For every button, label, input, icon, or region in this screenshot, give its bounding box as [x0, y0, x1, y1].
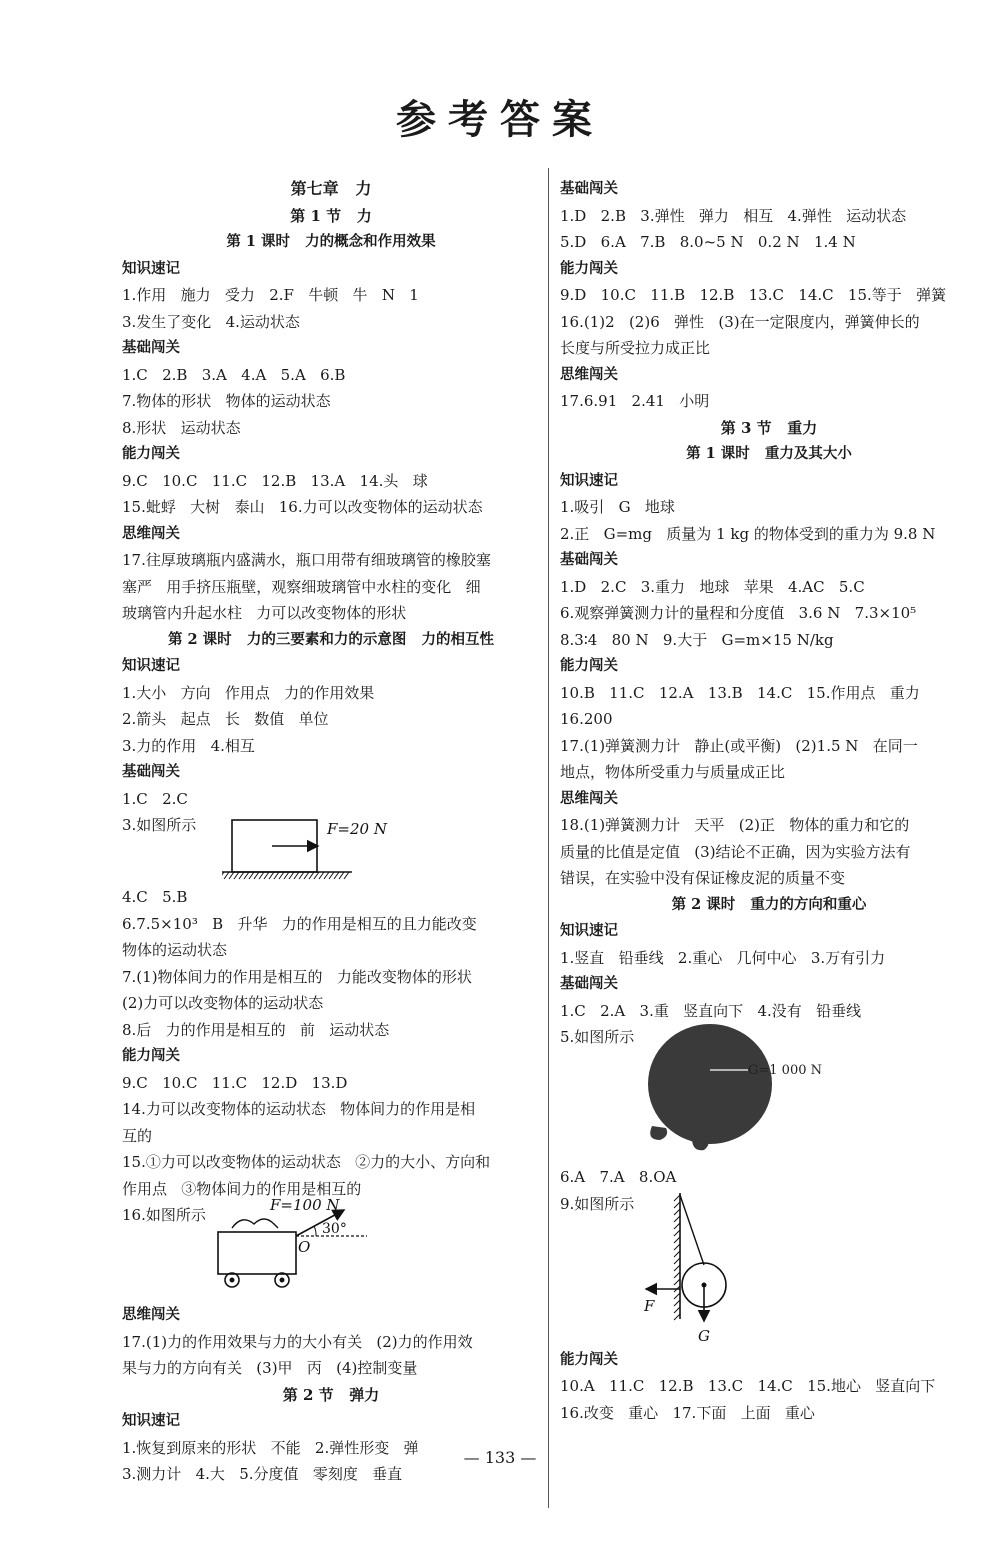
ground-hatch: [304, 872, 309, 879]
ground-hatch: [274, 872, 279, 879]
wall-hatch: [674, 1237, 680, 1243]
answer-line: 4.C 5.B: [122, 888, 188, 906]
ground-hatch: [259, 872, 264, 879]
wall-hatch: [674, 1258, 680, 1264]
answer-line: 1.D 2.B 3.弹性 弹力 相互 4.弹性 运动状态: [560, 206, 907, 225]
ground-hatch: [269, 872, 274, 879]
heading-title: 基础闯关: [560, 975, 618, 992]
lesson-title: 第 1 课时 力的概念和作用效果: [226, 233, 436, 250]
section-title: 第 1 节 力: [290, 206, 372, 225]
heading-title: 思维闯关: [560, 789, 618, 807]
answer-line: 7.(1)物体间力的作用是相互的 力能改变物体的形状: [122, 967, 472, 986]
answer-line: 5.D 6.A 7.B 8.0~5 N 0.2 N 1.4 N: [560, 233, 856, 251]
ground-hatch: [239, 872, 244, 879]
lesson-title: 第 1 课时 重力及其大小: [686, 445, 852, 462]
answer-line: 9.C 10.C 11.C 12.B 13.A 14.头 球: [122, 471, 428, 490]
angle-label: 30°: [322, 1221, 347, 1237]
ground-hatch: [244, 872, 249, 879]
ground-hatch: [309, 872, 314, 879]
figure-caption: 16.如图所示: [122, 1206, 206, 1224]
heading-title: 基础闯关: [122, 339, 180, 356]
ground-hatch: [249, 872, 254, 879]
ground-hatch: [279, 872, 284, 879]
answer-line: 9.D 10.C 11.B 12.B 13.C 14.C 15.等于 弹簧: [560, 286, 947, 304]
heading-title: 知识速记: [122, 1412, 180, 1429]
answer-line: 17.(1)力的作用效果与力的大小有关 (2)力的作用效: [122, 1332, 473, 1351]
figure-cart-force-diagram: [122, 1196, 540, 1302]
answer-line: 长度与所受拉力成正比: [560, 339, 711, 357]
ground-hatch: [284, 872, 289, 879]
figure-block-force-diagram: [122, 812, 540, 884]
wall-hatch: [674, 1223, 680, 1229]
heading-title: 知识速记: [122, 657, 180, 674]
lesson-title: 第 2 课时 重力的方向和重心: [671, 895, 867, 913]
ground-hatch: [264, 872, 269, 879]
answer-line: 8.后 力的作用是相互的 前 运动状态: [122, 1020, 390, 1039]
answer-line: 质量的比值是定值 (3)结论不正确，因为实验方法有: [560, 842, 911, 861]
ground-hatch: [294, 872, 299, 879]
heading-title: 知识速记: [560, 471, 618, 489]
answer-line: 作用点 ③物体间力的作用是相互的: [122, 1179, 362, 1198]
page-number: — 133 —: [463, 1448, 537, 1467]
answer-line: 3.测力计 4.大 5.分度值 零刻度 垂直: [122, 1465, 403, 1483]
ground-hatch: [324, 872, 329, 879]
answer-line: 玻璃管内升起水柱 力可以改变物体的形状: [122, 604, 407, 622]
answer-line: 3.发生了变化 4.运动状态: [122, 312, 300, 331]
heading-title: 能力闯关: [560, 657, 618, 674]
answer-line: (2)力可以改变物体的运动状态: [122, 994, 324, 1012]
answer-line: 果与力的方向有关 (3)甲 丙 (4)控制变量: [122, 1359, 418, 1377]
cart-load: [232, 1219, 278, 1228]
heading-title: 能力闯关: [122, 445, 180, 462]
force-label: F=20 N: [327, 820, 387, 838]
wall-hatch: [674, 1230, 680, 1236]
ground-hatch: [254, 872, 259, 879]
section-title: 第 2 节 弹力: [282, 1385, 380, 1404]
ground-hatch: [299, 872, 304, 879]
heading-title: 基础闯关: [560, 180, 618, 197]
ball-leg: [692, 1136, 709, 1150]
answer-line: 1.D 2.C 3.重力 地球 苹果 4.AC 5.C: [560, 577, 865, 596]
answer-line: 6.A 7.A 8.OA: [560, 1168, 677, 1186]
heading-title: 思维闯关: [122, 1306, 180, 1323]
answer-line: 互的: [122, 1126, 153, 1145]
wall-hatch: [674, 1251, 680, 1257]
cart-body: [218, 1232, 296, 1274]
force-label: F=100 N: [270, 1196, 340, 1214]
answer-line: 9.C 10.C 11.C 12.D 13.D: [122, 1073, 348, 1092]
wall-hatch: [674, 1272, 680, 1278]
answer-line: 17.6.91 2.41 小明: [560, 392, 710, 410]
ball-leg: [650, 1126, 667, 1140]
answer-line: 错误，在实验中没有保证橡皮泥的质量不变: [560, 869, 846, 887]
lesson-title: 第 2 课时 力的三要素和力的示意图 力的相互性: [168, 630, 494, 648]
answer-line: 18.(1)弹簧测力计 天平 (2)正 物体的重力和它的: [560, 816, 910, 834]
answer-line: 6.观察弹簧测力计的量程和分度值 3.6 N 7.3×10⁵: [560, 604, 917, 622]
ground-hatch: [329, 872, 334, 879]
answer-line: 1.恢复到原来的形状 不能 2.弹性形变 弹: [122, 1438, 419, 1457]
answer-line: 14.力可以改变物体的运动状态 物体间力的作用是相: [122, 1100, 476, 1118]
wall-hatch: [674, 1300, 680, 1306]
figure-wall-ball-diagram: [560, 1191, 978, 1347]
wall-hatch: [674, 1202, 680, 1208]
wall-hatch: [674, 1279, 680, 1285]
answer-line: 1.C 2.B 3.A 4.A 5.A 6.B: [122, 365, 346, 384]
ground-hatch: [224, 872, 229, 879]
wall-hatch: [674, 1216, 680, 1222]
wall-hatch: [674, 1195, 680, 1201]
ground-hatch: [334, 872, 339, 879]
ground-hatch: [234, 872, 239, 879]
wall-hatch: [674, 1314, 680, 1320]
answer-line: 2.正 G=mg 质量为 1 kg 的物体受到的重力为 9.8 N: [560, 524, 936, 543]
heading-title: 思维闯关: [122, 524, 180, 542]
ground-hatch: [319, 872, 324, 879]
answer-line: 2.箭头 起点 长 数值 单位: [122, 710, 329, 728]
wall-hatch: [674, 1209, 680, 1215]
gravity-label: G: [698, 1326, 710, 1345]
force-f-label: F: [644, 1296, 655, 1315]
figure-caption: 3.如图所示: [122, 816, 197, 834]
answer-line: 3.力的作用 4.相互: [122, 736, 255, 755]
heading-title: 思维闯关: [560, 365, 618, 383]
answer-line: 1.C 2.C: [122, 789, 188, 808]
answer-line: 16.200: [560, 710, 613, 728]
answer-line: 1.吸引 G 地球: [560, 498, 675, 516]
answer-line: 8.形状 运动状态: [122, 418, 241, 437]
answer-line: 1.C 2.A 3.重 竖直向下 4.没有 铅垂线: [560, 1001, 862, 1020]
ground-hatch: [314, 872, 319, 879]
heading-title: 知识速记: [122, 259, 180, 277]
ground-hatch: [222, 872, 224, 879]
figure-ball-gravity-diagram: [560, 1024, 978, 1164]
heading-title: 知识速记: [560, 922, 618, 939]
answer-line: 15.①力可以改变物体的运动状态 ②力的大小、方向和: [122, 1153, 491, 1171]
ground-hatch: [289, 872, 294, 879]
answer-line: 16.(1)2 (2)6 弹性 (3)在一定限度内，弹簧伸长的: [560, 312, 920, 331]
cart-wheel-hub: [280, 1278, 285, 1283]
answer-line: 15.蚍蜉 大树 泰山 16.力可以改变物体的运动状态: [122, 498, 483, 516]
answer-line: 塞严 用手挤压瓶壁，观察细玻璃管中水柱的变化 细: [122, 577, 481, 596]
string-line: [680, 1195, 704, 1265]
answer-line: 8.3∶4 80 N 9.大于 G=m×15 N/kg: [560, 630, 834, 649]
angle-arc: [314, 1226, 316, 1236]
answer-line: 10.A 11.C 12.B 13.C 14.C 15.地心 竖直向下: [560, 1377, 936, 1395]
answer-line: 6.7.5×10³ B 升华 力的作用是相互的且力能改变: [122, 914, 477, 933]
point-label: O: [298, 1238, 311, 1256]
heading-title: 能力闯关: [560, 1350, 618, 1368]
column-divider: [548, 168, 549, 1508]
heading-title: 能力闯关: [122, 1047, 180, 1064]
answer-line: 1.作用 施力 受力 2.F 牛顿 牛 N 1: [122, 286, 419, 304]
answer-line: 1.竖直 铅垂线 2.重心 几何中心 3.万有引力: [560, 948, 886, 967]
wall-hatch: [674, 1307, 680, 1313]
gravity-label: G=1 000 N: [748, 1063, 823, 1078]
wall-hatch: [674, 1244, 680, 1250]
right-column: [560, 176, 978, 1426]
ground-hatch: [229, 872, 234, 879]
chapter-title: 第七章 力: [290, 179, 372, 198]
wall-hatch: [674, 1265, 680, 1271]
answer-line: 物体的运动状态: [122, 941, 228, 959]
section-title: 第 3 节 重力: [720, 418, 818, 437]
answer-line: 10.B 11.C 12.A 13.B 14.C 15.作用点 重力: [560, 683, 920, 702]
heading-title: 基础闯关: [122, 763, 180, 780]
cart-wheel-hub: [230, 1278, 235, 1283]
left-column: [122, 176, 540, 1488]
ball-body: [648, 1024, 772, 1144]
figure-caption: 9.如图所示: [560, 1194, 635, 1213]
answer-line: 16.改变 重心 17.下面 上面 重心: [560, 1403, 815, 1422]
wall-hatch: [674, 1293, 680, 1299]
heading-title: 能力闯关: [560, 259, 618, 277]
heading-title: 基础闯关: [560, 551, 618, 568]
answer-line: 17.往厚玻璃瓶内盛满水，瓶口用带有细玻璃管的橡胶塞: [122, 551, 491, 569]
figure-caption: 5.如图所示: [560, 1028, 635, 1046]
ground-hatch: [339, 872, 344, 879]
page-title: 参考答案: [396, 96, 604, 143]
answer-line: 地点，物体所受重力与质量成正比: [560, 763, 786, 781]
ground-hatch: [344, 872, 349, 879]
answer-line: 1.大小 方向 作用点 力的作用效果: [122, 683, 375, 702]
answer-line: 7.物体的形状 物体的运动状态: [122, 392, 331, 410]
answer-line: 17.(1)弹簧测力计 静止(或平衡) (2)1.5 N 在同一: [560, 736, 918, 755]
